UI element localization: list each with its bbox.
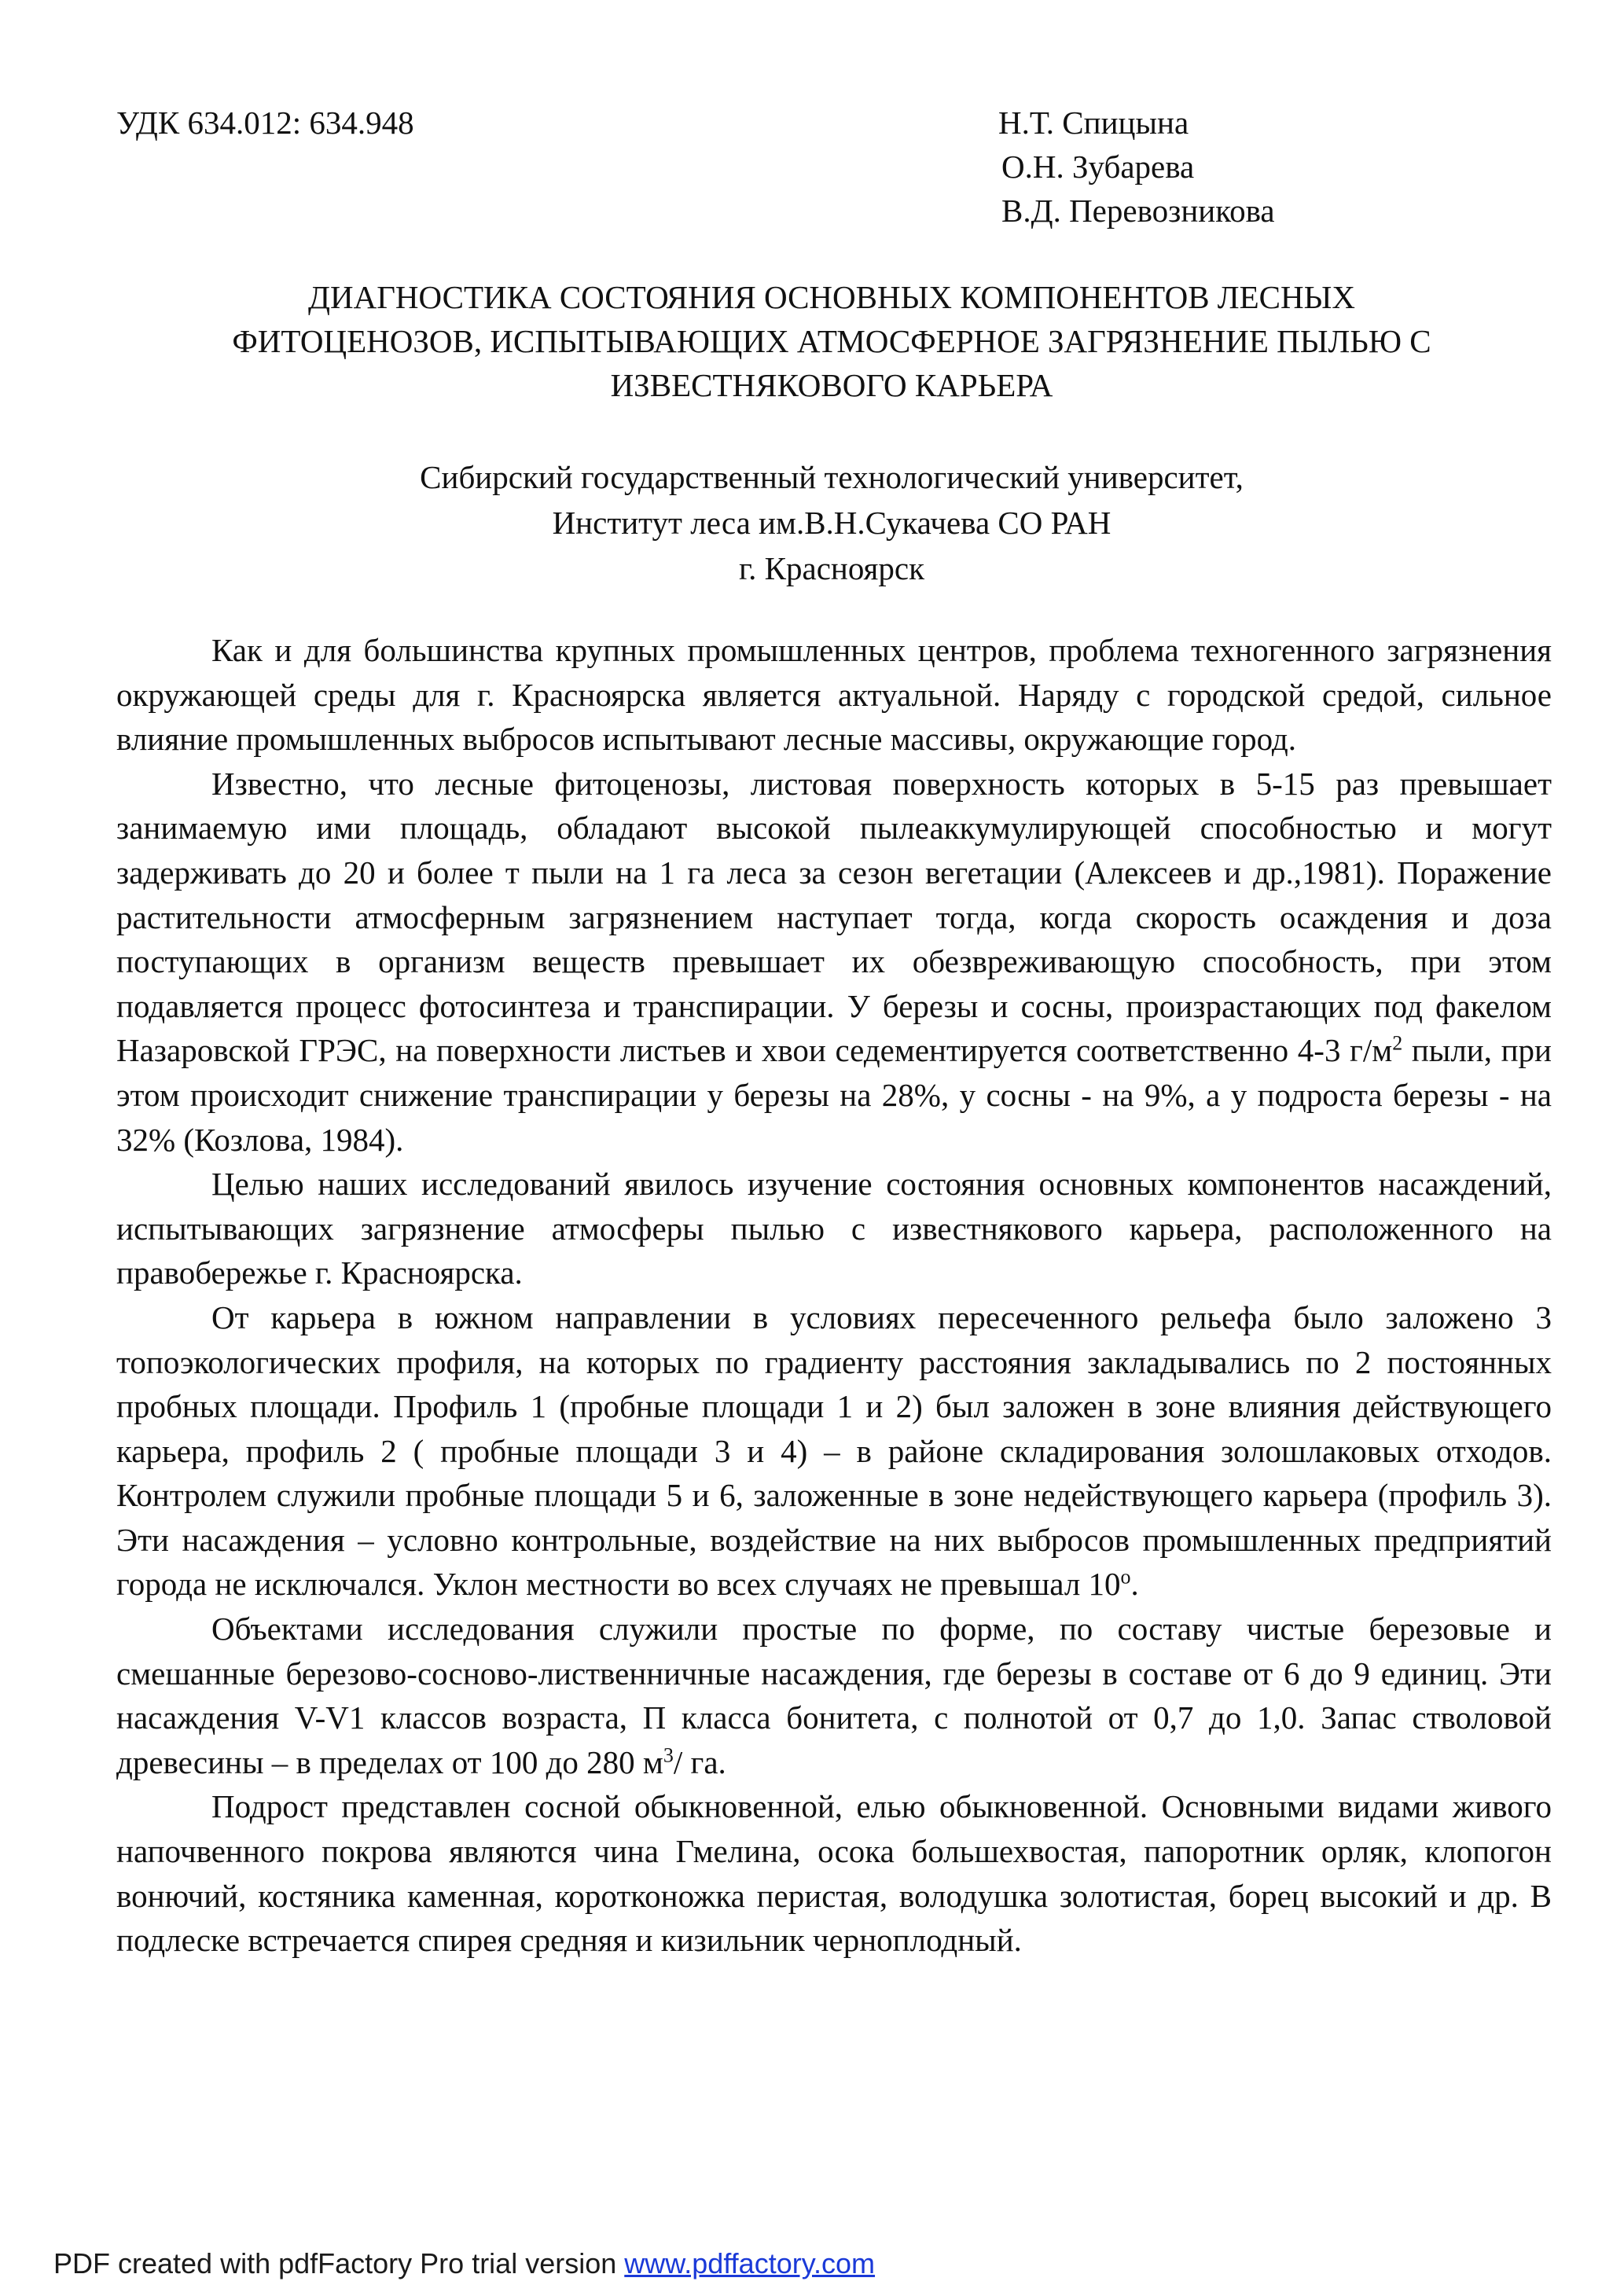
affiliation-line: Сибирский государственный технологический университет, — [420, 459, 1244, 495]
affiliation-line: г. Красноярск — [738, 550, 925, 586]
author-name: В.Д. Перевозникова — [1001, 193, 1275, 229]
paragraph: Целью наших исследований явилось изучение состояния основных компонентов насаждений, испытывающих загрязнение атмосферы пылью с известнякового карьера, расположенного на правобережье г. Красноярска. — [116, 1166, 1552, 1291]
superscript: 3 — [663, 1743, 674, 1767]
body-text — [116, 628, 1552, 1963]
paragraph-text: пыли, при этом происходит снижение транспирации у березы на 28%, у сосны - на 9%, а у подроста березы - на 32% (Козлова, 1984). — [116, 1032, 1552, 1158]
title-line: ДИАГНОСТИКА СОСТОЯНИЯ ОСНОВНЫХ КОМПОНЕНТОВ ЛЕСНЫХ — [308, 279, 1355, 315]
paragraph-text: От карьера в южном направлении в условиях пересеченного рельефа было заложено 3 топоэкологических профиля, на которых по градиенту расстояния закладывались по 2 постоянных пробных площади. Профиль 1 (пробные площади 1 и 2) был заложен в зоне влияния действующего карьера, профиль 2 ( пробные площади 3 и 4) – в районе складирования золошлаковых отходов. Контролем служили пробные площади 5 и 6, заложенные в зоне недействующего карьера (профиль 3). Эти насаждения – условно контрольные, воздействие на них выбросов промышленных предприятий города не исключался. Уклон местности во всех случаях не превышал 10 — [116, 1299, 1552, 1603]
paper-title — [116, 275, 1547, 407]
udk-code: УДК 634.012: 634.948 — [116, 105, 414, 141]
superscript: 2 — [1392, 1031, 1403, 1055]
footer-text: PDF created with pdfFactory Pro trial version — [53, 2247, 625, 2279]
affiliation — [116, 454, 1547, 591]
author-name: О.Н. Зубарева — [1001, 149, 1195, 185]
affiliation-line: Институт леса им.В.Н.Сукачева СО РАН — [552, 505, 1111, 541]
pdffactory-link[interactable]: www.pdffactory.com — [624, 2247, 876, 2279]
title-line: ИЗВЕСТНЯКОВОГО КАРЬЕРА — [610, 367, 1053, 403]
paragraph — [116, 762, 1552, 1162]
paragraph-text: / га. — [673, 1743, 726, 1780]
pdf-watermark-footer — [53, 2246, 875, 2281]
author-name: Н.Т. Спицына — [998, 105, 1189, 141]
paragraph: Как и для большинства крупных промышленных центров, проблема техногенного загрязнения окружающей среды для г. Красноярска является актуальной. Наряду с городской средой, сильное влияние промышленных выбросов испытывают лесные массивы, окружающие город. — [116, 632, 1552, 758]
title-line: ФИТОЦЕНОЗОВ, ИСПЫТЫВАЮЩИХ АТМОСФЕРНОЕ ЗАГРЯЗНЕНИЕ ПЫЛЬЮ С — [232, 323, 1431, 359]
author-list — [998, 101, 1275, 233]
paragraph-text: . — [1130, 1566, 1139, 1603]
paragraph: Подрост представлен сосной обыкновенной, елью обыкновенной. Основными видами живого напочвенного покрова являются чина Гмелина, осока большехвостая, папоротник орляк, клопогон вонючий, костяника каменная, коротконожка перистая, володушка золотистая, борец высокий и др. В подлеске встречается спирея средняя и кизильник черноплодный. — [116, 1788, 1552, 1959]
paragraph-text: Объектами исследования служили простые по форме, по составу чистые березовые и смешанные березово-сосново-лиственничные насаждения, где березы в составе от 6 до 9 единиц. Эти насаждения V-V1 классов возраста, П класса бонитета, с полнотой от 0,7 до 1,0. Запас стволовой древесины – в пределах от 100 до 280 м — [116, 1611, 1552, 1780]
paragraph — [116, 1607, 1552, 1784]
superscript: о — [1120, 1565, 1131, 1589]
paragraph-text: Известно, что лесные фитоценозы, листовая поверхность которых в 5-15 раз превышает занимаемую ими площадь, обладают высокой пылеаккумулирующей способностью и могут задерживать до 20 и более т пыли на 1 га леса за сезон вегетации (Алексеев и др.,1981). Поражение растительности атмосферным загрязнением наступает тогда, когда скорость осаждения и доза поступающих в организм веществ превышает их обезвреживающую способность, при этом подавляется процесс фотосинтеза и транспирации. У березы и сосны, произрастающих под факелом Назаровской ГРЭС, на поверхности листьев и хвои седементируется соответственно 4-3 г/м — [116, 765, 1552, 1069]
paragraph — [116, 1295, 1552, 1607]
